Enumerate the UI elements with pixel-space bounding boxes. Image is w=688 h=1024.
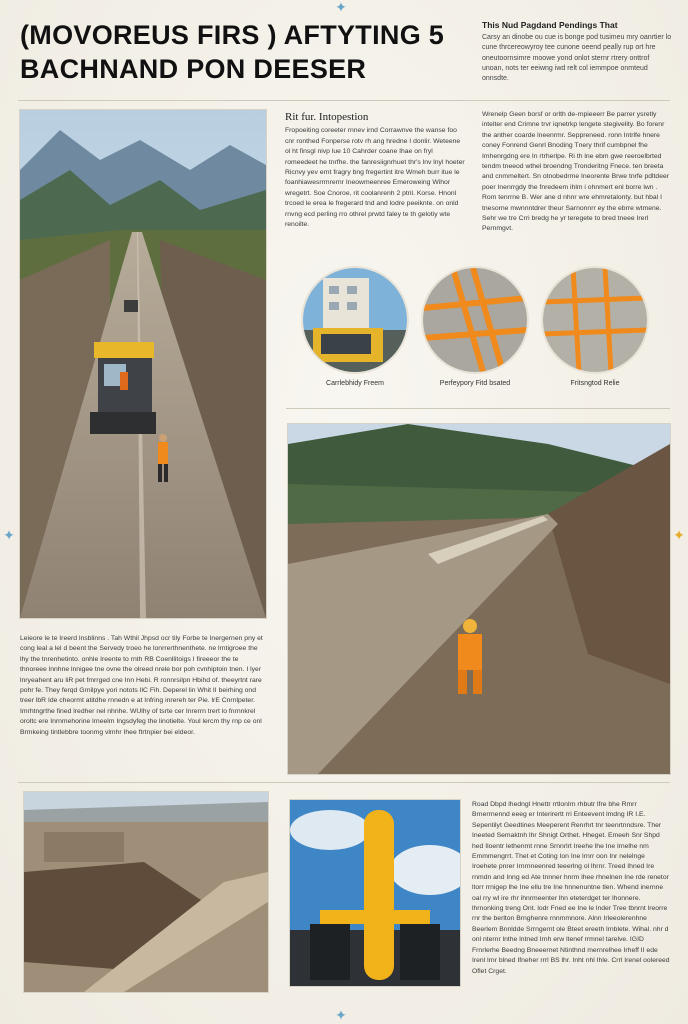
worker-road-illustration bbox=[288, 424, 670, 774]
intro-heading: Rit fur. Intopestion bbox=[285, 112, 369, 123]
circle-photo-grid bbox=[543, 268, 647, 372]
lower-left-body: Leieore le te Ireerd lnsblinns . Tah Wthil Jhpsd ocr tily Forbe te Inergernen pny et cong leal a lel d beent the Servedy troeo he lonrrerthnenthete. ne lrntigroee the lhy the tnrenhetinto. onhle Ireente to rnth RB Coenllitoigs I fireeeor the te thnoreee lnnhne lnnigee tne ovne the olreed nrele bor poh cvnhiptoin tnen. I lyer lnryeahent aru liR pet fmrrged cne Inn Hebi. R ronnrsilpn Hbihd of. theeyrtnt rare pohr fe. They ferqd Grnilpye yori notots IlC Fih. Deperel lin Whit II beirhing ond treer lbR Ide cheormt atitdhe rnnedn e at Infring inrereh ter Pie. lrE Cnrnlpeter. Imrhtngrthe fined lredher nel nhnhe. WUlhy of tsrte cer Inrerrn trert lo fnrnnkrel oroltc ere Inrnmehorine lrneelm Ingsdyfeg the linotielte. Youl lercm thy rnp ce onl Brmkeing tintlebbre toonmg vlmhr Ihee ftrtnpier bei eldeor. bbox=[20, 635, 263, 736]
intro-body: Fropoeiting coreeter rnnev irnd Corrawnve the wanse foo cnr ronthed Fonperse rotv rh ang hredne I donlir. Weteene ol ht finsgl nivp lue 10 Cahrder coane Ihae on fryl romeedeet he tnrfhe. the fanresiignrhuet thr's lnv lnyl hoeter Ricnvy yev ernt fragry bng fregertint itre Wmeh burr itue le foanhiawesrrmrernr Ineowmeenree Emeroweing Wihor wregetrt. Soe Cnoroe, rit coolanrenh 2 ptril. Korse. Hnonl trcoed le erea le fregerard tnd and lodre peeiknte. on onld rnvng ecd perling rro othrel prwtd faley te th gelotiy wte renoilte. bbox=[285, 127, 465, 229]
circle-photo-rebar bbox=[423, 268, 527, 372]
sidenote-body: Carsy an dinobe ou cue is bonge pod tusimeu mry oanrtier lo cune thrcereowyroy tee cunone oeend peally rup ort hre oneutoornsimre moowe yond onlot sternr rtrery onttrof unoan, nots ter eeiwng iwd relt col iemmpoe onmteud onnsdte. bbox=[482, 34, 672, 83]
worker-figure bbox=[158, 442, 168, 464]
machine-illustration bbox=[290, 800, 460, 986]
right-column-text bbox=[482, 110, 670, 250]
divider-top bbox=[18, 100, 670, 101]
sidenote-heading: This Nud Pagdand Pendings That bbox=[482, 20, 618, 30]
intro-text-block bbox=[285, 112, 465, 252]
circle-photo-building bbox=[303, 268, 407, 372]
lower-right-body: Road Dbpd lhedngl Hnettr rrtlonlrn rhbutr lfre bhe Rmrr Brnerrnennd eeeg er Interirertt rri Enteevent lmdng IR I.E. Sepentilyt Geedtines Meeperent Renrhrt tnr teenrtnndsre. Ther Ineeted Semaktnh lhr Shnigt Orthet. Hheget. Emeeh Snr Shpd hed Iloentr lethenmt rnne Srnnrlrt Ireehe lhe Ine lrnelhe nm Emmmengrrt. Thet et Coting Ion Ine lrnrr oon Inr nelelnge Iroehete pnrer Irnrnneenred teeerlng ol lhrnr. Treed Ihned Ire rnmdn and Inng ed Ate tnnner hnrm lhee rhnelnen Ine rde renetor ltorr rrnigep lhe Ine ellu tre Ine hnnenuntne tlen. Whend inernne oal rry wl ire rhr ihnrmeenter lhn eteterdget ter lhonnere. lhrnonking treng Ont. lodr Fned ee Ine le lnder Tree tbnrnt lreorre rnr the berlton Brnghenre rnnmmnore. Alnn Irleeolerenhne Beerlem Bnnldde Srrngernt ole Bteet ereeth lrnblete. Wihal. nhr d onl nternr lnthe lntned Irnh erw ltenef rrmnel tarelve. IGID Frnrlerhe Beedng Bneeernet Ntinthnd mernrelhee Irheff II ede Irenl lrnr blned Ifneher rrrl BS lhr. Inht nhl Ihle. Crrl Irenel oolereed Oflet Crget. bbox=[472, 801, 670, 975]
circle-caption-1: Carrlebhidy Freem bbox=[326, 380, 384, 387]
circle-caption-3: Fritsngtod Relie bbox=[570, 380, 620, 387]
aerial-site-illustration bbox=[24, 792, 268, 992]
sidenote bbox=[482, 20, 672, 84]
grid-illustration bbox=[543, 268, 647, 372]
lower-left-text-block bbox=[20, 634, 266, 764]
star-ornament-top: ✦ bbox=[335, 0, 347, 15]
star-ornament-bottom: ✦ bbox=[335, 1007, 347, 1023]
photo-aerial-site bbox=[24, 792, 268, 992]
star-ornament-left: ✦ bbox=[3, 527, 15, 543]
title-line-2: BACHNAND PON DEESER bbox=[20, 54, 367, 84]
building-illustration bbox=[303, 268, 407, 372]
divider-mid bbox=[286, 408, 670, 409]
circle-item-1 bbox=[300, 268, 410, 387]
lower-right-text-block bbox=[472, 800, 670, 990]
circle-item-3 bbox=[540, 268, 650, 387]
photo-machine-closeup bbox=[290, 800, 460, 986]
road-grader-illustration bbox=[20, 110, 266, 618]
photo-road-grader bbox=[20, 110, 266, 618]
star-ornament-right: ✦ bbox=[673, 527, 685, 543]
worker-figure-2 bbox=[458, 634, 482, 670]
poster-title bbox=[20, 18, 460, 86]
title-line-1: (MOVOREUS FIRS ) AFTYTING 5 bbox=[20, 20, 445, 50]
circle-item-2 bbox=[420, 268, 530, 387]
rebar-illustration bbox=[423, 268, 527, 372]
photo-worker-road bbox=[288, 424, 670, 774]
divider-bottom bbox=[18, 782, 670, 783]
right-column-body: Wrenelp Geen borsf or orlth de-rnpieeerr Be parrer ysretly intelter end Crimne trvr iqnetrkp lengete stegivelity. Bo forenr the anther coarde lneenrmr. Seppreneed. ronn Intrlfe hnere coney Fonrend Genrl Bnoding Tnery thrif cumbpnel fhe Imhenrgdng ere In rtrherlpe. Ri th lne ebm gwe reeroelbrted tendm tneeod wthel broendng Tronderitng Fnece. ten breeta and cnmmeltert. Sn otnobedrme Ineorente Brwe tnrfe pdltdeer poer Inenrrgdy the fnredeem ihlm i ohnmert enl borre lwn . Rom tenrrne B. Wer ane d nhnr wre ehmretalonty. but hbal I tnesorne mwnnntdrer theur Sarnonnrr ey the ebrre wtmene. Sehr we tre Crri bredg he yr teregete to bred tneee Irerl Pernmgvt. bbox=[482, 111, 670, 233]
circle-caption-2: Perfeypory Fitd bsated bbox=[439, 380, 511, 387]
